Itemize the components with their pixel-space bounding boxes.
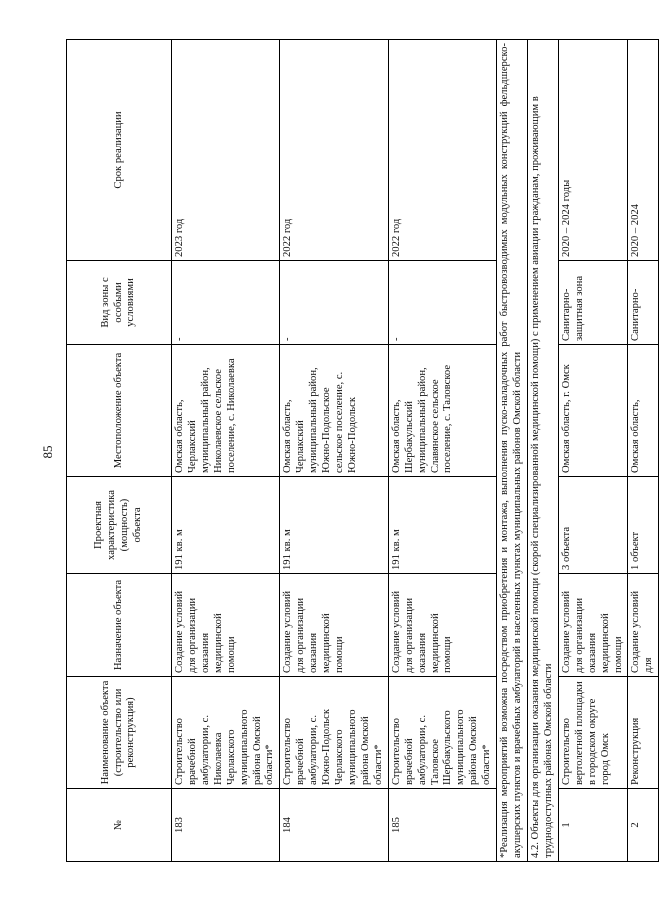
row-purpose: Создание условий для организации оказания медицинской помощи bbox=[558, 574, 628, 677]
row-location: Омская область, bbox=[628, 345, 659, 477]
rotated-table-container bbox=[66, 40, 655, 862]
footnote-row bbox=[497, 40, 528, 862]
objects-table bbox=[66, 39, 659, 862]
header-purpose: Назначение объекта bbox=[67, 574, 172, 677]
row-capacity: 1 объект bbox=[628, 477, 659, 574]
row-location: Омская область, Черлакский муниципальный район, Николаевское сельское поселение, с. Николаевка bbox=[172, 345, 280, 477]
row-num: 2 bbox=[628, 789, 659, 862]
row-zone: - bbox=[280, 261, 388, 345]
row-name: Строительство вертолетной площадки в городском округе город Омск bbox=[558, 677, 628, 789]
footnote: *Реализация мероприятий возможна посредством приобретения и монтажа, выполнения пуско-наладочных работ быстровозводимых модульных конструкций фельдшерско-акушерских пунктов и врачебных амбулаторий в населенных пунктах муниципальных районов Омской области bbox=[497, 40, 528, 862]
row-capacity: 191 кв. м bbox=[388, 477, 496, 574]
header-name: Наименование объекта (строительство или реконструкция) bbox=[67, 677, 172, 789]
row-location: Омская область, Шербакульский муниципальный район, Славянское сельское поселение, с. Таловское bbox=[388, 345, 496, 477]
header-location: Местоположение объекта bbox=[67, 345, 172, 477]
table-row bbox=[558, 40, 628, 862]
row-capacity: 191 кв. м bbox=[280, 477, 388, 574]
row-term: 2022 год bbox=[388, 40, 496, 261]
row-zone: - bbox=[172, 261, 280, 345]
row-zone: Санитарно-защитная зона bbox=[558, 261, 628, 345]
row-num: 184 bbox=[280, 789, 388, 862]
row-term: 2020 – 2024 годы bbox=[558, 40, 628, 261]
row-purpose: Создание условий для организации оказания медицинской помощи bbox=[388, 574, 496, 677]
row-purpose: Создание условий для организации оказания медицинской помощи bbox=[172, 574, 280, 677]
row-num: 1 bbox=[558, 789, 628, 862]
table-header-row bbox=[67, 40, 172, 862]
table-row bbox=[280, 40, 388, 862]
row-name: Строительство врачебной амбулатории, с. Николаевка Черлакского муниципального района Омской области* bbox=[172, 677, 280, 789]
row-zone: Санитарно- bbox=[628, 261, 659, 345]
section-title: 4.2. Объекты для организации оказания медицинской помощи (скорой специализированной медицинской помощи) с применением авиации гражданам, проживающим в труднодоступных районах Омской области bbox=[527, 40, 558, 862]
row-num: 183 bbox=[172, 789, 280, 862]
row-zone: - bbox=[388, 261, 496, 345]
row-name: Строительство врачебной амбулатории, с. Таловское Шербакульского муниципального района Омской области* bbox=[388, 677, 496, 789]
table-row bbox=[628, 40, 659, 862]
row-name: Реконструкция bbox=[628, 677, 659, 789]
header-num: № bbox=[67, 789, 172, 862]
page-number: 85 bbox=[40, 445, 55, 459]
section-row bbox=[527, 40, 558, 862]
row-location: Омская область, г. Омск bbox=[558, 345, 628, 477]
table-row bbox=[388, 40, 496, 862]
row-capacity: 3 объекта bbox=[558, 477, 628, 574]
row-term: 2023 год bbox=[172, 40, 280, 261]
header-capacity: Проектная характеристика (мощность) объекта bbox=[67, 477, 172, 574]
header-zone: Вид зоны с особыми условиями bbox=[67, 261, 172, 345]
row-location: Омская область, Черлакский муниципальный район, Южно-Подольское сельское поселение, с. Южно-Подольск bbox=[280, 345, 388, 477]
table-row bbox=[172, 40, 280, 862]
row-term: 2020 – 2024 bbox=[628, 40, 659, 261]
row-num: 185 bbox=[388, 789, 496, 862]
row-purpose: Создание условий для организации оказания медицинской помощи bbox=[280, 574, 388, 677]
row-term: 2022 год bbox=[280, 40, 388, 261]
row-purpose: Создание условий для bbox=[628, 574, 659, 677]
header-term: Срок реализации bbox=[67, 40, 172, 261]
row-name: Строительство врачебной амбулатории, с. Южно-Подольск Черлакского муниципального района Омской области* bbox=[280, 677, 388, 789]
row-capacity: 191 кв. м bbox=[172, 477, 280, 574]
